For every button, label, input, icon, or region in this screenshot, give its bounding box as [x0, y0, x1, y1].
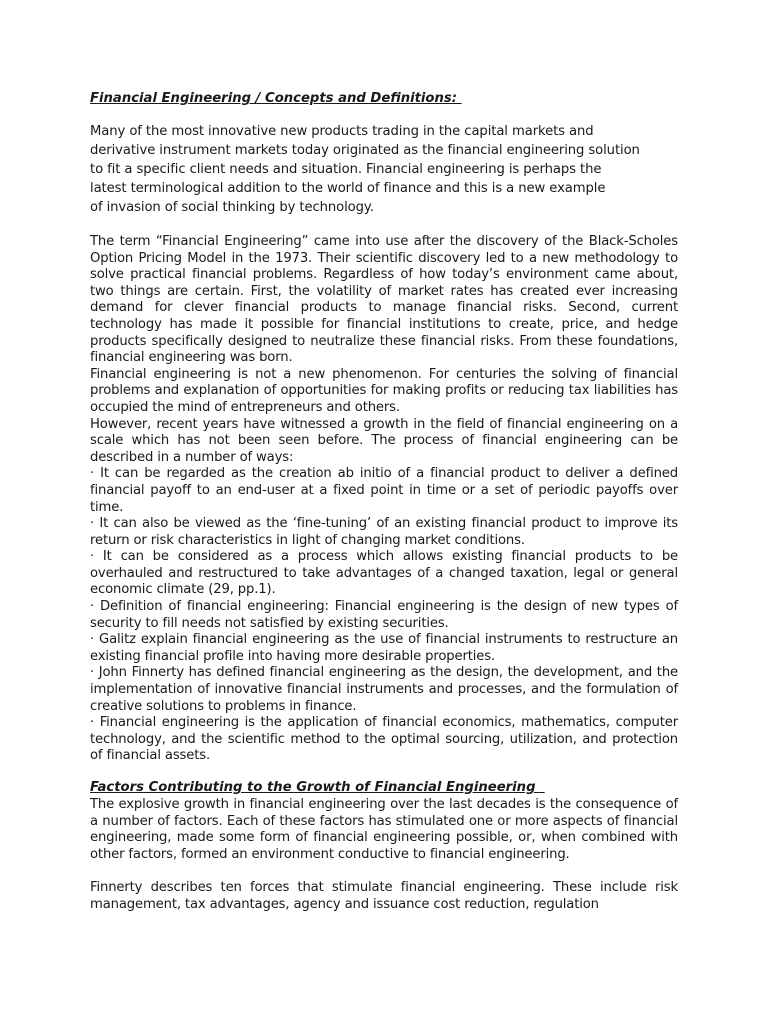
intro-line: derivative instrument markets today originated as the financial engineering solution: [90, 143, 640, 158]
paragraph-finnerty: Finnerty describes ten forces that stimulate financial engineering. These include risk management, tax advantages, agency and issuance cost reduction, regulation: [90, 880, 678, 912]
intro-line: latest terminological addition to the world of finance and this is a new example: [90, 181, 606, 196]
document-page: [90, 90, 678, 914]
bullet-item: · It can be considered as a process which allows existing financial products to be overhauled and restructured to take advantages of a changed taxation, legal or general economic climate (29, pp.1).: [90, 549, 678, 598]
intro-line: of invasion of social thinking by technology.: [90, 200, 374, 215]
bullet-item: · John Finnerty has defined financial engineering as the design, the development, and the implementation of innovative financial instruments and processes, and the formulation of creative solutions to problems in finance.: [90, 665, 678, 714]
paragraph-history: The term “Financial Engineering” came into use after the discovery of the Black-Scholes Option Pricing Model in the 1973. Their scientific discovery led to a new methodology to solve practical financial problems. Regardless of how today’s environment came about, two things are certain. First, the volatility of market rates has created ever increasing demand for clever financial products to manage financial risks. Second, current technology has made it possible for financial institutions to create, price, and hedge products specifically designed to neutralize these financial risks. From these foundations, financial engineering was born.: [90, 234, 678, 366]
paragraph-factors: The explosive growth in financial engineering over the last decades is the consequence of a number of factors. Each of these factors has stimulated one or more aspects of financial engineering, made some form of financial engineering possible, or, when combined with other factors, formed an environment conductive to financial engineering.: [90, 797, 678, 862]
bullet-item: · It can be regarded as the creation ab initio of a financial product to deliver a defined financial payoff to an end-user at a fixed point in time or a set of periodic payoffs over time.: [90, 466, 678, 515]
paragraph-phenomenon: Financial engineering is not a new phenomenon. For centuries the solving of financial problems and explanation of opportunities for making profits or reducing tax liabilities has occupied the mind of entrepreneurs and others.: [90, 366, 678, 415]
intro-paragraph: [90, 122, 678, 217]
section-title: Factors Contributing to the Growth of Financial Engineering: [90, 780, 545, 795]
bullet-item: · Galitz explain financial engineering as the use of financial instruments to restructure an existing financial profile into having more desirable properties.: [90, 632, 678, 664]
page-title: Financial Engineering / Concepts and Definitions:: [90, 91, 462, 106]
intro-line: to fit a specific client needs and situation. Financial engineering is perhaps the: [90, 162, 602, 177]
intro-line: Many of the most innovative new products trading in the capital markets and: [90, 124, 594, 139]
bullet-item: · Financial engineering is the application of financial economics, mathematics, computer technology, and the scientific method to the optimal sourcing, utilization, and protection of financial assets.: [90, 715, 678, 764]
bullet-item: · It can also be viewed as the ‘fine-tuning’ of an existing financial product to improve its return or risk characteristics in light of changing market conditions.: [90, 516, 678, 548]
bullet-item: · Definition of financial engineering: Financial engineering is the design of new types of security to fill needs not satisfied by existing securities.: [90, 599, 678, 631]
paragraph-growth: However, recent years have witnessed a growth in the field of financial engineering on a scale which has not been seen before. The process of financial engineering can be described in a number of ways:: [90, 416, 678, 465]
